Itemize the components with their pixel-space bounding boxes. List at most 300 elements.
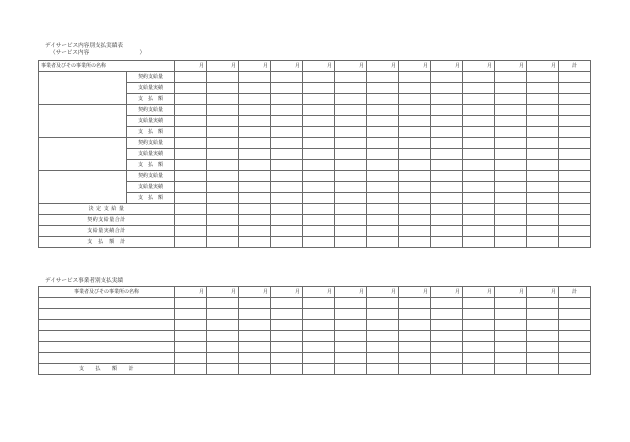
provider-name-cell[interactable] [39,331,175,342]
value-cell[interactable] [399,83,431,94]
value-cell[interactable] [463,237,495,248]
value-cell[interactable] [175,182,207,193]
value-cell[interactable] [303,94,335,105]
value-cell[interactable] [431,204,463,215]
value-cell[interactable] [207,127,239,138]
value-cell[interactable] [207,160,239,171]
value-cell[interactable] [463,182,495,193]
value-cell[interactable] [239,149,271,160]
value-cell[interactable] [431,138,463,149]
value-cell[interactable] [239,94,271,105]
value-cell[interactable] [207,149,239,160]
value-cell[interactable] [207,182,239,193]
value-cell[interactable] [207,331,239,342]
value-cell[interactable] [175,353,207,364]
value-cell[interactable] [271,226,303,237]
value-cell[interactable] [175,204,207,215]
value-cell[interactable] [431,309,463,320]
value-cell[interactable] [271,204,303,215]
value-cell[interactable] [431,353,463,364]
value-cell[interactable] [431,127,463,138]
value-cell[interactable] [399,364,431,375]
value-cell[interactable] [175,171,207,182]
value-cell[interactable] [495,204,527,215]
value-cell[interactable] [271,353,303,364]
value-cell[interactable] [303,353,335,364]
value-cell[interactable] [367,298,399,309]
value-cell[interactable] [239,116,271,127]
value-cell[interactable] [175,72,207,83]
value-cell[interactable] [175,105,207,116]
value-cell[interactable] [335,182,367,193]
value-cell[interactable] [335,237,367,248]
value-cell[interactable] [463,353,495,364]
value-cell[interactable] [399,171,431,182]
value-cell[interactable] [367,72,399,83]
value-cell[interactable] [527,309,559,320]
value-cell[interactable] [335,193,367,204]
value-cell[interactable] [463,127,495,138]
value-cell[interactable] [559,331,591,342]
value-cell[interactable] [399,237,431,248]
value-cell[interactable] [463,193,495,204]
value-cell[interactable] [399,204,431,215]
value-cell[interactable] [495,127,527,138]
value-cell[interactable] [367,138,399,149]
value-cell[interactable] [431,215,463,226]
value-cell[interactable] [303,127,335,138]
value-cell[interactable] [399,182,431,193]
value-cell[interactable] [367,116,399,127]
value-cell[interactable] [463,215,495,226]
value-cell[interactable] [239,309,271,320]
value-cell[interactable] [271,193,303,204]
value-cell[interactable] [335,127,367,138]
value-cell[interactable] [527,105,559,116]
value-cell[interactable] [527,149,559,160]
provider-name-cell[interactable] [39,309,175,320]
value-cell[interactable] [239,83,271,94]
value-cell[interactable] [367,353,399,364]
value-cell[interactable] [335,342,367,353]
value-cell[interactable] [239,160,271,171]
value-cell[interactable] [495,116,527,127]
value-cell[interactable] [559,353,591,364]
provider-name-cell[interactable] [39,298,175,309]
value-cell[interactable] [175,149,207,160]
value-cell[interactable] [303,160,335,171]
value-cell[interactable] [527,364,559,375]
value-cell[interactable] [399,353,431,364]
provider-name-cell[interactable] [39,72,127,105]
value-cell[interactable] [431,171,463,182]
value-cell[interactable] [367,105,399,116]
value-cell[interactable] [367,171,399,182]
value-cell[interactable] [367,204,399,215]
value-cell[interactable] [527,171,559,182]
value-cell[interactable] [463,364,495,375]
value-cell[interactable] [207,364,239,375]
value-cell[interactable] [463,116,495,127]
value-cell[interactable] [303,105,335,116]
value-cell[interactable] [271,105,303,116]
value-cell[interactable] [463,298,495,309]
value-cell[interactable] [495,364,527,375]
value-cell[interactable] [303,309,335,320]
value-cell[interactable] [431,160,463,171]
value-cell[interactable] [271,160,303,171]
value-cell[interactable] [495,320,527,331]
value-cell[interactable] [367,364,399,375]
value-cell[interactable] [303,116,335,127]
provider-name-cell[interactable] [39,138,127,171]
value-cell[interactable] [303,215,335,226]
value-cell[interactable] [527,72,559,83]
value-cell[interactable] [559,72,591,83]
value-cell[interactable] [271,149,303,160]
value-cell[interactable] [303,182,335,193]
value-cell[interactable] [367,160,399,171]
value-cell[interactable] [367,149,399,160]
value-cell[interactable] [431,105,463,116]
value-cell[interactable] [207,342,239,353]
value-cell[interactable] [495,193,527,204]
value-cell[interactable] [559,237,591,248]
value-cell[interactable] [303,237,335,248]
value-cell[interactable] [399,215,431,226]
value-cell[interactable] [303,331,335,342]
value-cell[interactable] [271,215,303,226]
value-cell[interactable] [335,298,367,309]
value-cell[interactable] [303,149,335,160]
value-cell[interactable] [175,160,207,171]
value-cell[interactable] [559,320,591,331]
value-cell[interactable] [559,116,591,127]
value-cell[interactable] [559,149,591,160]
value-cell[interactable] [271,127,303,138]
value-cell[interactable] [559,309,591,320]
value-cell[interactable] [463,171,495,182]
value-cell[interactable] [175,215,207,226]
value-cell[interactable] [559,182,591,193]
value-cell[interactable] [207,116,239,127]
value-cell[interactable] [463,160,495,171]
value-cell[interactable] [431,364,463,375]
value-cell[interactable] [239,105,271,116]
value-cell[interactable] [399,160,431,171]
value-cell[interactable] [367,342,399,353]
value-cell[interactable] [431,83,463,94]
value-cell[interactable] [239,331,271,342]
value-cell[interactable] [303,342,335,353]
value-cell[interactable] [367,127,399,138]
provider-name-cell[interactable] [39,342,175,353]
value-cell[interactable] [335,138,367,149]
value-cell[interactable] [559,160,591,171]
value-cell[interactable] [175,342,207,353]
value-cell[interactable] [559,105,591,116]
value-cell[interactable] [207,83,239,94]
value-cell[interactable] [367,226,399,237]
value-cell[interactable] [335,364,367,375]
value-cell[interactable] [271,331,303,342]
value-cell[interactable] [431,298,463,309]
value-cell[interactable] [527,298,559,309]
value-cell[interactable] [303,138,335,149]
value-cell[interactable] [399,193,431,204]
value-cell[interactable] [527,127,559,138]
value-cell[interactable] [559,342,591,353]
value-cell[interactable] [527,116,559,127]
value-cell[interactable] [399,116,431,127]
value-cell[interactable] [495,94,527,105]
value-cell[interactable] [399,105,431,116]
value-cell[interactable] [527,182,559,193]
value-cell[interactable] [239,127,271,138]
value-cell[interactable] [303,83,335,94]
value-cell[interactable] [495,226,527,237]
value-cell[interactable] [367,320,399,331]
value-cell[interactable] [559,94,591,105]
value-cell[interactable] [271,116,303,127]
value-cell[interactable] [335,320,367,331]
value-cell[interactable] [495,105,527,116]
value-cell[interactable] [335,83,367,94]
value-cell[interactable] [399,342,431,353]
value-cell[interactable] [399,320,431,331]
value-cell[interactable] [527,226,559,237]
value-cell[interactable] [175,309,207,320]
value-cell[interactable] [431,193,463,204]
value-cell[interactable] [335,171,367,182]
value-cell[interactable] [495,138,527,149]
value-cell[interactable] [527,138,559,149]
value-cell[interactable] [431,320,463,331]
value-cell[interactable] [527,160,559,171]
value-cell[interactable] [367,182,399,193]
value-cell[interactable] [463,309,495,320]
value-cell[interactable] [271,342,303,353]
value-cell[interactable] [207,298,239,309]
value-cell[interactable] [335,226,367,237]
value-cell[interactable] [175,298,207,309]
value-cell[interactable] [431,94,463,105]
value-cell[interactable] [495,331,527,342]
value-cell[interactable] [463,342,495,353]
provider-name-cell[interactable] [39,171,127,204]
value-cell[interactable] [207,226,239,237]
value-cell[interactable] [207,204,239,215]
value-cell[interactable] [207,105,239,116]
value-cell[interactable] [495,149,527,160]
value-cell[interactable] [399,127,431,138]
value-cell[interactable] [271,83,303,94]
value-cell[interactable] [271,237,303,248]
value-cell[interactable] [495,215,527,226]
value-cell[interactable] [495,171,527,182]
value-cell[interactable] [207,353,239,364]
value-cell[interactable] [463,226,495,237]
value-cell[interactable] [175,331,207,342]
value-cell[interactable] [559,138,591,149]
value-cell[interactable] [559,127,591,138]
value-cell[interactable] [271,94,303,105]
value-cell[interactable] [431,331,463,342]
value-cell[interactable] [303,226,335,237]
value-cell[interactable] [527,331,559,342]
value-cell[interactable] [399,149,431,160]
value-cell[interactable] [527,204,559,215]
value-cell[interactable] [207,72,239,83]
value-cell[interactable] [463,83,495,94]
value-cell[interactable] [463,331,495,342]
value-cell[interactable] [559,204,591,215]
value-cell[interactable] [175,127,207,138]
value-cell[interactable] [335,116,367,127]
value-cell[interactable] [431,237,463,248]
value-cell[interactable] [495,83,527,94]
value-cell[interactable] [335,353,367,364]
value-cell[interactable] [399,94,431,105]
value-cell[interactable] [335,72,367,83]
value-cell[interactable] [559,83,591,94]
value-cell[interactable] [559,298,591,309]
value-cell[interactable] [399,331,431,342]
value-cell[interactable] [495,182,527,193]
value-cell[interactable] [431,226,463,237]
value-cell[interactable] [207,138,239,149]
value-cell[interactable] [399,226,431,237]
value-cell[interactable] [495,160,527,171]
value-cell[interactable] [335,105,367,116]
value-cell[interactable] [175,237,207,248]
value-cell[interactable] [207,171,239,182]
value-cell[interactable] [175,116,207,127]
value-cell[interactable] [367,309,399,320]
value-cell[interactable] [271,320,303,331]
value-cell[interactable] [303,171,335,182]
value-cell[interactable] [559,171,591,182]
value-cell[interactable] [463,204,495,215]
value-cell[interactable] [207,309,239,320]
value-cell[interactable] [431,342,463,353]
value-cell[interactable] [271,182,303,193]
value-cell[interactable] [399,309,431,320]
value-cell[interactable] [239,138,271,149]
value-cell[interactable] [239,342,271,353]
value-cell[interactable] [367,83,399,94]
value-cell[interactable] [239,193,271,204]
value-cell[interactable] [239,226,271,237]
provider-name-cell[interactable] [39,320,175,331]
value-cell[interactable] [463,320,495,331]
value-cell[interactable] [239,320,271,331]
value-cell[interactable] [271,138,303,149]
value-cell[interactable] [527,320,559,331]
value-cell[interactable] [335,331,367,342]
value-cell[interactable] [335,94,367,105]
value-cell[interactable] [335,309,367,320]
value-cell[interactable] [399,72,431,83]
provider-name-cell[interactable] [39,353,175,364]
value-cell[interactable] [207,94,239,105]
value-cell[interactable] [495,72,527,83]
value-cell[interactable] [303,364,335,375]
value-cell[interactable] [303,72,335,83]
value-cell[interactable] [559,226,591,237]
value-cell[interactable] [239,204,271,215]
value-cell[interactable] [527,83,559,94]
provider-name-cell[interactable] [39,105,127,138]
value-cell[interactable] [303,298,335,309]
value-cell[interactable] [527,193,559,204]
value-cell[interactable] [463,105,495,116]
value-cell[interactable] [239,364,271,375]
value-cell[interactable] [559,193,591,204]
value-cell[interactable] [431,149,463,160]
value-cell[interactable] [239,353,271,364]
value-cell[interactable] [207,237,239,248]
value-cell[interactable] [367,237,399,248]
value-cell[interactable] [431,116,463,127]
value-cell[interactable] [271,72,303,83]
value-cell[interactable] [335,149,367,160]
value-cell[interactable] [431,72,463,83]
value-cell[interactable] [303,193,335,204]
value-cell[interactable] [367,331,399,342]
value-cell[interactable] [175,193,207,204]
value-cell[interactable] [239,72,271,83]
value-cell[interactable] [495,237,527,248]
value-cell[interactable] [175,226,207,237]
value-cell[interactable] [495,353,527,364]
value-cell[interactable] [463,138,495,149]
value-cell[interactable] [239,215,271,226]
value-cell[interactable] [399,298,431,309]
value-cell[interactable] [495,342,527,353]
value-cell[interactable] [527,237,559,248]
value-cell[interactable] [559,215,591,226]
value-cell[interactable] [559,364,591,375]
value-cell[interactable] [463,149,495,160]
value-cell[interactable] [495,298,527,309]
value-cell[interactable] [399,138,431,149]
value-cell[interactable] [175,320,207,331]
value-cell[interactable] [527,94,559,105]
value-cell[interactable] [367,193,399,204]
value-cell[interactable] [239,171,271,182]
value-cell[interactable] [239,237,271,248]
value-cell[interactable] [527,342,559,353]
value-cell[interactable] [303,204,335,215]
value-cell[interactable] [463,94,495,105]
value-cell[interactable] [335,215,367,226]
value-cell[interactable] [239,182,271,193]
value-cell[interactable] [239,298,271,309]
value-cell[interactable] [271,309,303,320]
value-cell[interactable] [175,94,207,105]
value-cell[interactable] [175,364,207,375]
value-cell[interactable] [207,215,239,226]
value-cell[interactable] [207,193,239,204]
value-cell[interactable] [527,215,559,226]
value-cell[interactable] [175,83,207,94]
value-cell[interactable] [431,182,463,193]
value-cell[interactable] [271,171,303,182]
value-cell[interactable] [527,353,559,364]
value-cell[interactable] [271,298,303,309]
value-cell[interactable] [271,364,303,375]
